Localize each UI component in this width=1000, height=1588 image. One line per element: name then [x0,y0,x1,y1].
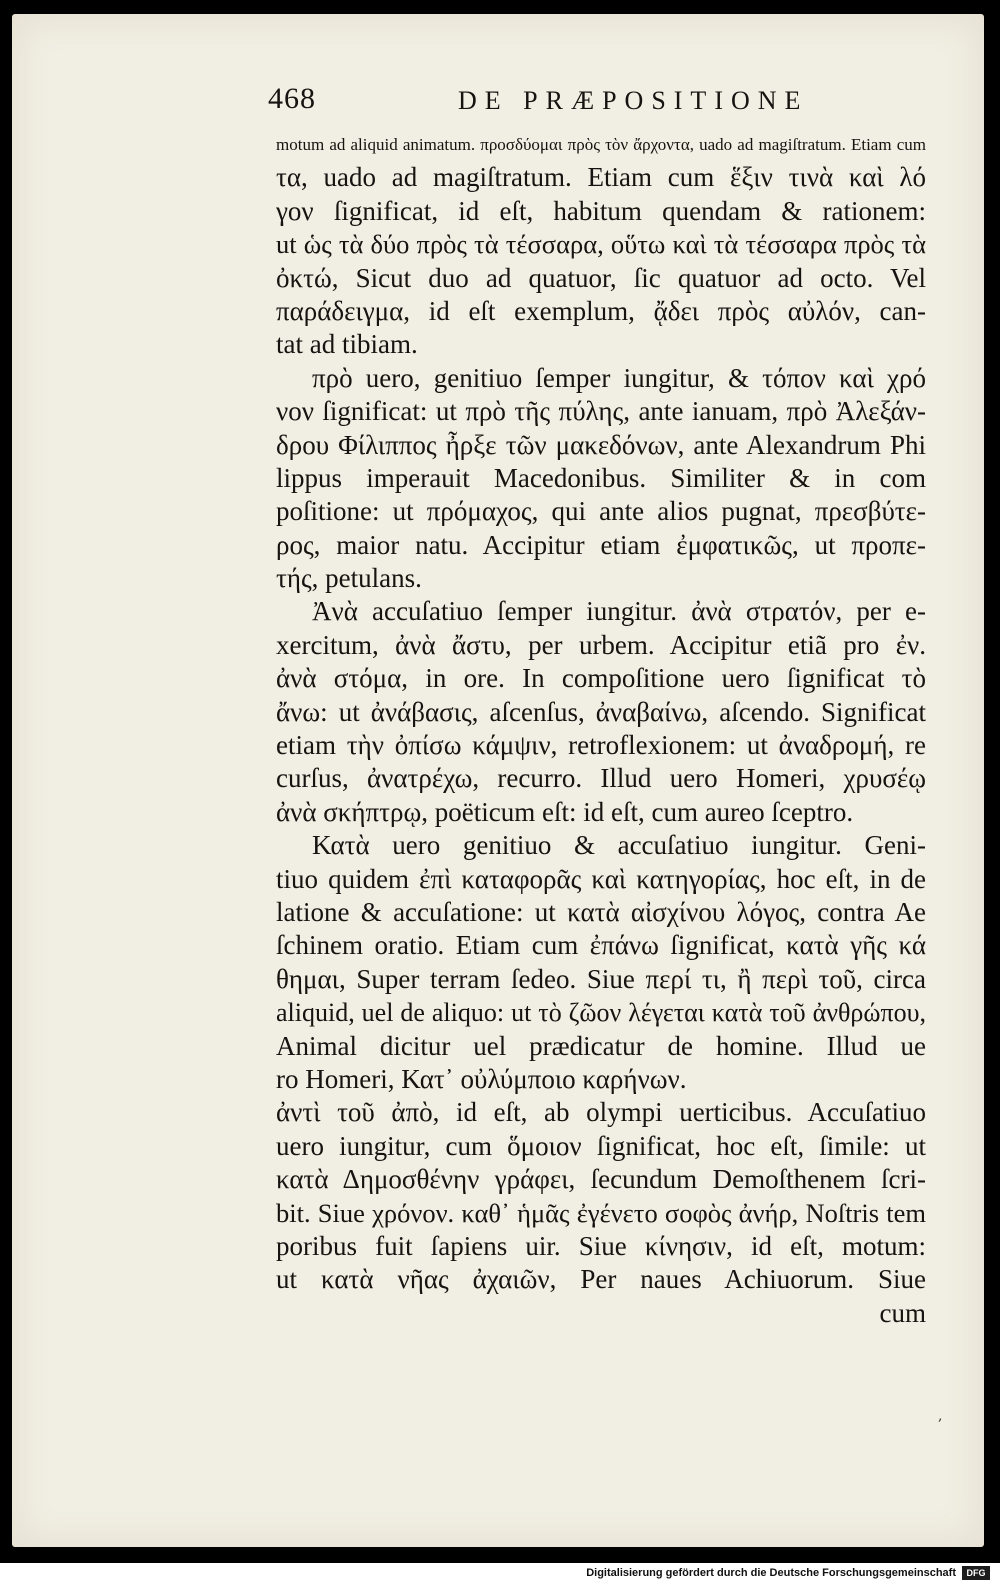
running-head: DE PRÆPOSITIONE [458,86,809,115]
text-line: ἀντὶ τοῦ ἀπὸ, id eſt, ab olympi uerticibus. Accuſatiuo [276,1097,926,1128]
text-line: τής, petulans. [276,563,422,594]
body-text [276,128,926,1330]
text-line: δρου Φίλιππος ἦρξε τῶν μακεδόνων, ante Alexandrum Phi [276,429,926,460]
text-line: latione & accuſatione: ut κατὰ αἰσχίνου λόγος, contra Ae [276,896,926,927]
text-line: ἄνω: ut ἀνάβασις, aſcenſus, ἀναβαίνω, aſcendo. Significat [276,696,926,727]
text-line: ſchinem oratio. Etiam cum ἐπάνω ſignificat, κατὰ γῆς κά [276,930,926,961]
text-line: ἀνὰ σκήπτρῳ, poëticum eſt: id eſt, cum aureo ſceptro. [276,796,854,827]
text-line: ut κατὰ νῆας ἀχαιῶν, Per naues Achiuorum. Siue [276,1264,926,1295]
dfg-logo-icon: DFG [962,1566,990,1580]
text-line: tat ad tibiam. [276,329,418,360]
text-line: θημαι, Super terram ſedeo. Siue περί τι, ἢ περὶ τοῦ, circa [276,963,926,994]
text-line: πρὸ uero, genitiuo ſemper iungitur, & τόπον καὶ χρό [312,362,926,393]
text-line: νον ſignificat: ut πρὸ τῆς πύλης, ante ianuam, πρὸ Ἀλεξάν- [276,396,926,427]
stray-mark: , [938,1408,943,1424]
text-line: ἀνὰ στόμα, in ore. In compoſitione uero ſignificat τὸ [276,663,926,694]
text-line: ro Homeri, Κατ᾽ οὐλύμποιο καρήνων. [276,1063,687,1094]
text-line: poribus fuit ſapiens uir. Siue κίνησιν, id eſt, motum: [276,1230,926,1261]
text-line: xercitum, ἀνὰ ἄστυ, per urbem. Accipitur etiã pro ἐν. [276,629,926,660]
page-header [268,82,838,122]
text-line: Ἀνὰ accuſatiuo ſemper iungitur. ἀνὰ στρατόν, per e- [312,596,926,627]
text-line: poſitione: ut πρόμαχος, qui ante alios pugnat, πρεσβύτε- [276,496,926,527]
text-line: aliquid, uel de aliquo: ut τὸ ζῶον λέγεται κατὰ τοῦ ἀνθρώπου, [276,998,926,1028]
text-line: motum ad aliquid animatum. προσδύομαι πρὸς τὸν ἄρχοντα, uado ad magiſtratum. Etiam cum [276,135,926,154]
text-line: etiam τὴν ὀπίσω κάμψιν, retroflexionem: ut ἀναδρομή, re [276,730,926,761]
text-line: lippus imperauit Macedonibus. Similiter & in com [276,462,926,493]
text-line: Κατὰ uero genitiuo & accuſatiuo iungitur. Geni- [312,830,926,861]
text-line: bit. Siue χρόνον. καθ᾽ ἡμᾶς ἐγένετο σοφὸς ἀνήρ, Noſtris tem [276,1197,926,1228]
text-line: ρος, maior natu. Accipitur etiam ἐμφατικῶς, ut προπε- [276,529,926,560]
text-line: curſus, ἀνατρέχω, recurro. Illud uero Homeri, χρυσέῳ [276,763,926,794]
catchword: cum [879,1297,926,1328]
page-number: 468 [268,82,316,115]
text-line: ὀκτώ, Sicut duo ad quatuor, ſic quatuor ad octo. Vel [276,262,926,293]
text-line: γον ſignificat, id eſt, habitum quendam & rationem: [276,195,926,226]
text-line: παράδειγμα, id eſt exemplum, ᾄδει πρὸς αὐλόν, can- [276,295,926,326]
text-line: Animal dicitur uel prædicatur de homine. Illud ue [276,1030,926,1061]
text-line: ut ὡς τὰ δύο πρὸς τὰ τέσσαρα, οὕτω καὶ τὰ τέσσαρα πρὸς τὰ [276,229,926,260]
digitization-credit: Digitalisierung gefördert durch die Deutsche Forschungsgemeinschaft [586,1567,956,1579]
text-line: κατὰ Δημοσθένην γράφει, ſecundum Demoſthenem ſcri- [276,1164,926,1195]
text-line: τα, uado ad magiſtratum. Etiam cum ἕξιν τινὰ καὶ λό [276,162,926,193]
text-line: uero iungitur, cum ὅμοιον ſignificat, hoc eſt, ſimile: ut [276,1130,926,1161]
text-line: tiuo quidem ἐπὶ καταφορᾶς καὶ κατηγορίας, hoc eſt, in de [276,863,926,894]
